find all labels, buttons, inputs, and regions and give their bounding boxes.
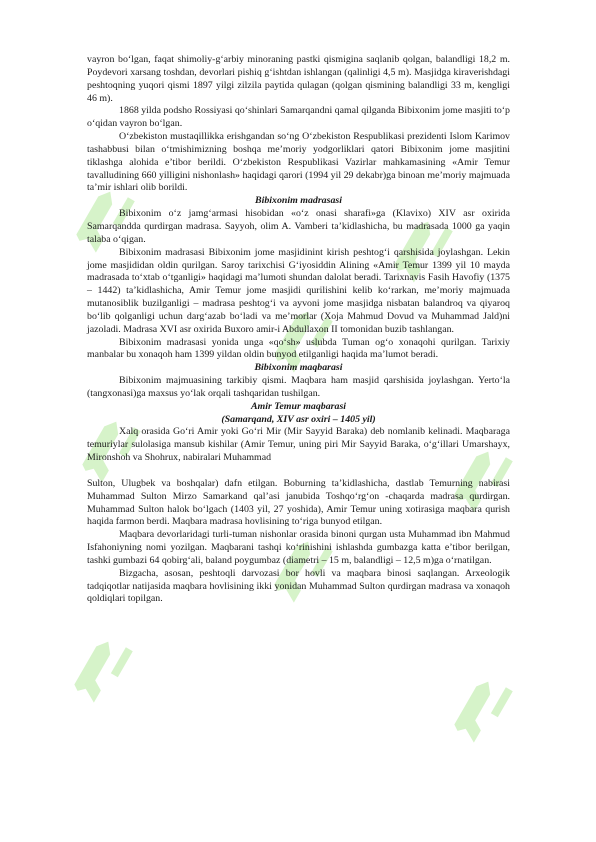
- watermark-glyph-8: [451, 678, 504, 743]
- section-heading: Bibixonim maqbarasi: [254, 362, 343, 374]
- paragraph: Bibixonim madrasasi Bibixonim jome masjidinint kirish peshtog‘i qarshisida joylashgan. Lekin jome masjididan oldin qurilgan. Saroy tarixchisi G‘iyosiddin Alining «Amir Temur 1399 yil 10 mayda madrasada to‘xtab o‘tganligi» haqidagi ma’lumoti shundan dalolat beradi. Tarixnavis Fasih Havofiy (1375 – 1442) ta’kidlashicha, Amir Temur jome masjidi qurilishini kelib ko‘rarkan, me’moriy majmuada mutanosiblik buzilganligi – madrasa peshtog‘i va ayvoni jome masjidga nisbatan balandroq va qiyaroq bo‘lib qolganligi uchun darg‘azab bo‘ladi va me’morlar (Xoja Mahmud Dovud va Muhammad Jald)ni jazoladi. Madrasa XVI asr oxirida Buxoro amir-i Abdullaxon II tomonidan buzib tashlangan.: [87, 246, 510, 335]
- paragraph: Maqbara devorlaridagi turli-tuman nishonlar orasida binoni qurgan usta Muhammad ibn Mahmud Isfahoniyning nomi yozilgan. Maqbarani tashqi ko‘rinishini ishlashda gumbazga katta e’tibor berilgan, tashki gumbazi 64 qobirg‘ali, baland poygumbaz (diametri – 15 m, balandligi – 12,5 m)ga o‘rnatilgan.: [87, 529, 510, 566]
- paragraph: Sulton, Ulugbek va boshqalar) dafn etilgan. Boburning ta’kidlashicha, dastlab Temurning nabirasi Muhammad Sulton Mirzo Samarkand qal’asi janubida Toshqo‘rg‘on -chaqarda madrasa qurdirgan. Muhammad Sulton halok bo‘lgach (1403 yil, 27 yoshida), Amir Temur uning xotirasiga maqbara qurish haqida farmon berdi. Maqbara madrasa hovlisining to‘riga bunyod etilgan.: [87, 477, 510, 528]
- section-heading: Amir Temur maqbarasi: [250, 400, 347, 412]
- paragraph: 1868 yilda podsho Rossiyasi qo‘shinlari Samarqandni qamal qilganda Bibixonim jome masjiti to‘p o‘qidan vayron bo‘lgan.: [87, 105, 510, 130]
- section-subheading: (Samarqand, XIV asr oxiri – 1405 yil): [221, 413, 376, 425]
- watermark-stroke-8: [491, 687, 513, 717]
- watermark-stroke-3: [111, 647, 133, 677]
- paragraph: vayron bo‘lgan, faqat shimoliy-g‘arbiy minoraning pastki qismigina saqlanib qolgan, balandligi 18,2 m. Poydevori xarsang toshdan, devorlari pishiq g‘ishtdan ishlangan (qalinligi 4,5 m). Masjidga kiraverishdagi peshtoqning yuqori qismi 1897 yilgi zilzila paytida qulagan (qolgan qismining balandligi 33 m, kengligi 46 m).: [87, 54, 510, 104]
- paragraph: Bizgacha, asosan, peshtoqli darvozasi bor hovli va maqbara binosi saqlangan. Arxeologik tadqiqotlar natijasida maqbara hovlisining ikki yonidan Muhammad Sulton qurdirgan madrasa va xonaqoh qoldiqlari topilgan.: [87, 567, 510, 605]
- watermark-glyph-3: [71, 638, 124, 703]
- paragraph: Xalq orasida Go‘ri Amir yoki Go‘ri Mir (Mir Sayyid Baraka) deb nomlanib kelinadi. Maqbaraga temuriylar sulolasiga mansub kishilar (Amir Temur, uning piri Mir Sayyid Baraka, o‘g‘illari Umarshayx, Mironshoh va Shohrux, nabiralari Muhammad: [87, 426, 510, 464]
- paragraph: O‘zbekiston mustaqillikka erishgandan so‘ng O‘zbekiston Respublikasi prezidenti Islom Karimov tashabbusi bilan o‘tmishimizning boshqa me’moriy yodgorliklari qatori Bibixonim jome masjitini tiklashga alohida e’tibor berildi. O‘zbekiston Respublikasi Vazirlar mahkamasining «Amir Temur tavalludining 660 yilligini nishonlash» haqidagi qarori (1994 yil 29 dekabr)ga binoan me’moriy majmuada ta’mir ishlari olib borildi.: [87, 131, 510, 194]
- paragraph: Bibixonim o‘z jamg‘armasi hisobidan «o‘z onasi sharafi»ga (Klavixo) XIV asr oxirida Samarqandda qurdirgan madrasa. Sayyoh, olim A. Vamberi ta’kidlashicha, bu madrasada 1000 ga yaqin talaba o‘qigan.: [87, 208, 510, 245]
- paragraph: Bibixonim majmuasining tarkibiy qismi. Maqbara ham masjid qarshisida joylashgan. Yerto‘la (tangxonasi)ga maxsus yo‘lak orqali tashqaridan tushilgan.: [87, 375, 510, 399]
- section-heading: Bibixonim madrasasi: [255, 195, 342, 207]
- paragraph: Bibixonim madrasasi yonida unga «qo‘sh» uslubda Tuman og‘o xonaqohi qurilgan. Tarixiy manbalar bu xonaqoh ham 1399 yildan oldin bunyod etilganligi haqida ma’lumot beradi.: [87, 336, 510, 361]
- paragraph-gap: [87, 465, 510, 478]
- document-body: [87, 54, 510, 606]
